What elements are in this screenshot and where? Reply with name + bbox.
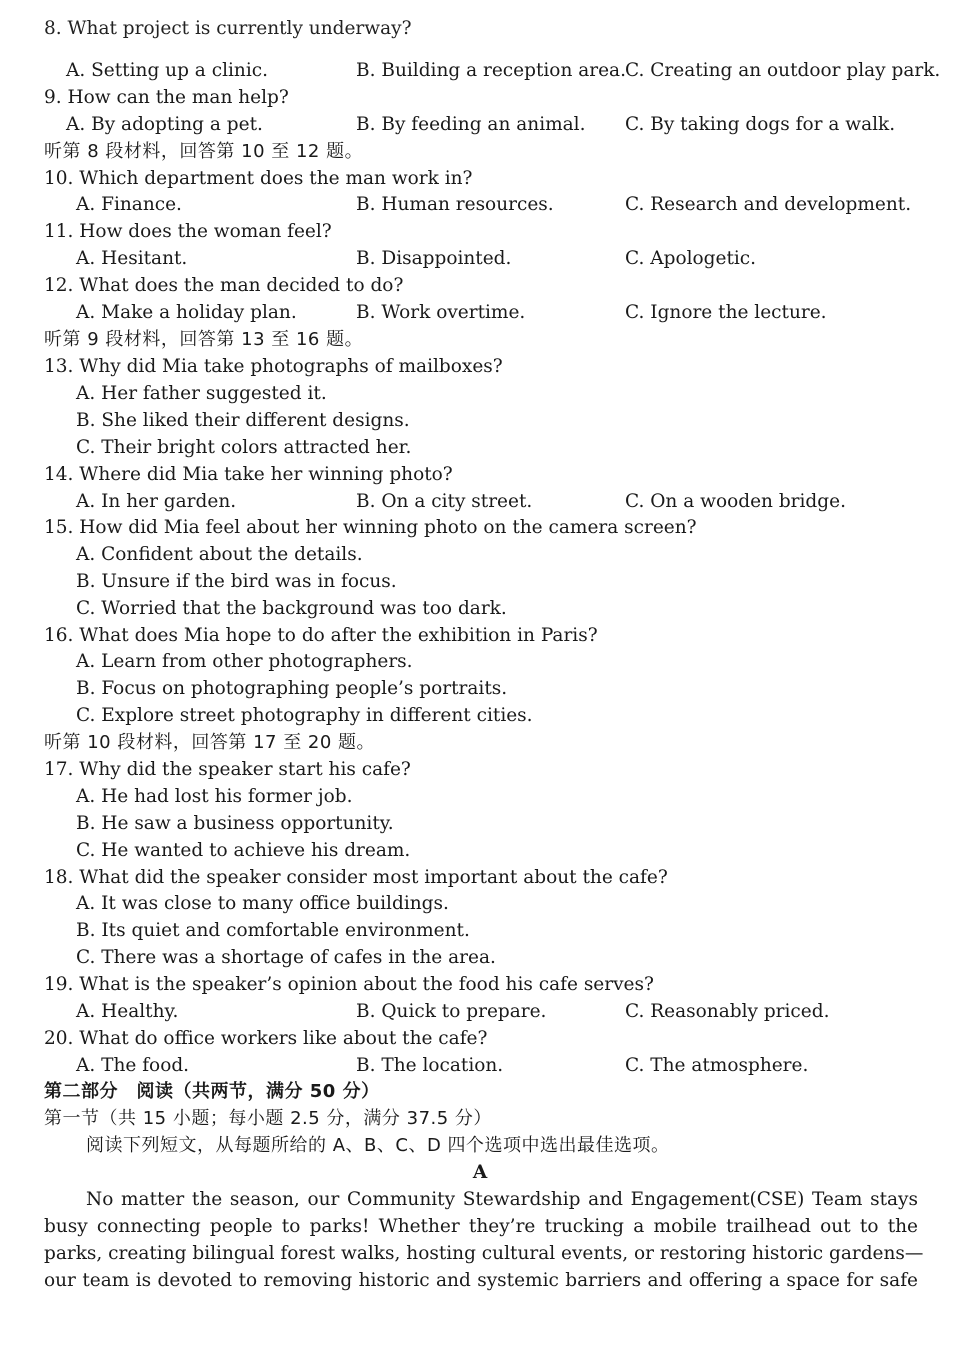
part-2-title: 第二部分 阅读（共两节，满分 50 分） (44, 1081, 380, 1102)
part-2-instructions: 阅读下列短文，从每题所给的 A、B、C、D 四个选项中选出最佳选项。 (86, 1135, 670, 1156)
q13-option-a: A. Her father suggested it. (76, 383, 327, 404)
q9-option-b: B. By feeding an animal. (356, 114, 586, 135)
q11-option-b: B. Disappointed. (356, 248, 512, 269)
q14-stem: 14. Where did Mia take her winning photo? (44, 464, 453, 485)
q14-option-b: B. On a city street. (356, 491, 533, 512)
q9-option-c: C. By taking dogs for a walk. (625, 114, 896, 135)
q11-stem: 11. How does the woman feel? (44, 221, 332, 242)
q15-option-a: A. Confident about the details. (76, 544, 363, 565)
q17-option-c: C. He wanted to achieve his dream. (76, 840, 411, 861)
q16-option-a: A. Learn from other photographers. (76, 651, 413, 672)
q20-stem: 20. What do office workers like about the cafe? (44, 1028, 488, 1049)
passage-line-1: No matter the season, our Community Stewardship and Engagement(CSE) Team stays (86, 1189, 918, 1210)
q11-option-a: A. Hesitant. (76, 248, 188, 269)
q19-option-c: C. Reasonably priced. (625, 1001, 830, 1022)
q15-stem: 15. How did Mia feel about her winning photo on the camera screen? (44, 517, 697, 538)
q13-stem: 13. Why did Mia take photographs of mailboxes? (44, 356, 503, 377)
q19-option-a: A. Healthy. (76, 1001, 179, 1022)
q19-stem: 19. What is the speaker’s opinion about the food his cafe serves? (44, 974, 654, 995)
q17-option-b: B. He saw a business opportunity. (76, 813, 394, 834)
q16-option-c: C. Explore street photography in different cities. (76, 705, 533, 726)
passage-line-3: parks, creating bilingual forest walks, hosting cultural events, or restoring historic gardens— (44, 1243, 924, 1264)
q12-option-a: A. Make a holiday plan. (76, 302, 297, 323)
section-10-heading: 听第 10 段材料，回答第 17 至 20 题。 (44, 732, 376, 753)
q12-option-c: C. Ignore the lecture. (625, 302, 827, 323)
q10-stem: 10. Which department does the man work in? (44, 168, 473, 189)
q10-option-c: C. Research and development. (625, 194, 912, 215)
q8-option-a: A. Setting up a clinic. (66, 60, 268, 81)
q20-option-c: C. The atmosphere. (625, 1055, 809, 1076)
q19-option-b: B. Quick to prepare. (356, 1001, 547, 1022)
q8-option-b: B. Building a reception area. (356, 60, 626, 81)
cut-off-question-8: 8. What project is currently underway? (44, 18, 412, 39)
q18-stem: 18. What did the speaker consider most important about the cafe? (44, 867, 668, 888)
q11-option-c: C. Apologetic. (625, 248, 757, 269)
q13-option-b: B. She liked their different designs. (76, 410, 410, 431)
part-2-section-1: 第一节（共 15 小题；每小题 2.5 分，满分 37.5 分） (44, 1108, 492, 1129)
passage-letter: A (472, 1162, 488, 1183)
section-8-heading: 听第 8 段材料，回答第 10 至 12 题。 (44, 141, 364, 162)
q16-option-b: B. Focus on photographing people’s portraits. (76, 678, 508, 699)
q13-option-c: C. Their bright colors attracted her. (76, 437, 412, 458)
q16-stem: 16. What does Mia hope to do after the exhibition in Paris? (44, 625, 598, 646)
q12-stem: 12. What does the man decided to do? (44, 275, 404, 296)
q9-option-a: A. By adopting a pet. (66, 114, 263, 135)
q18-option-c: C. There was a shortage of cafes in the area. (76, 947, 496, 968)
q14-option-a: A. In her garden. (76, 491, 237, 512)
q18-option-a: A. It was close to many office buildings. (76, 893, 449, 914)
q9-stem: 9. How can the man help? (44, 87, 289, 108)
q18-option-b: B. Its quiet and comfortable environment. (76, 920, 470, 941)
q14-option-c: C. On a wooden bridge. (625, 491, 846, 512)
q10-option-b: B. Human resources. (356, 194, 554, 215)
q12-option-b: B. Work overtime. (356, 302, 526, 323)
q20-option-a: A. The food. (76, 1055, 190, 1076)
q17-stem: 17. Why did the speaker start his cafe? (44, 759, 411, 780)
q15-option-c: C. Worried that the background was too dark. (76, 598, 507, 619)
section-9-heading: 听第 9 段材料，回答第 13 至 16 题。 (44, 329, 364, 350)
q20-option-b: B. The location. (356, 1055, 504, 1076)
passage-line-4: our team is devoted to removing historic and systemic barriers and offering a space for safe (44, 1270, 918, 1291)
q17-option-a: A. He had lost his former job. (76, 786, 353, 807)
q15-option-b: B. Unsure if the bird was in focus. (76, 571, 397, 592)
q10-option-a: A. Finance. (76, 194, 182, 215)
q8-option-c: C. Creating an outdoor play park. (625, 60, 941, 81)
passage-line-2: busy connecting people to parks! Whether they’re trucking a mobile trailhead out to the (44, 1216, 918, 1237)
